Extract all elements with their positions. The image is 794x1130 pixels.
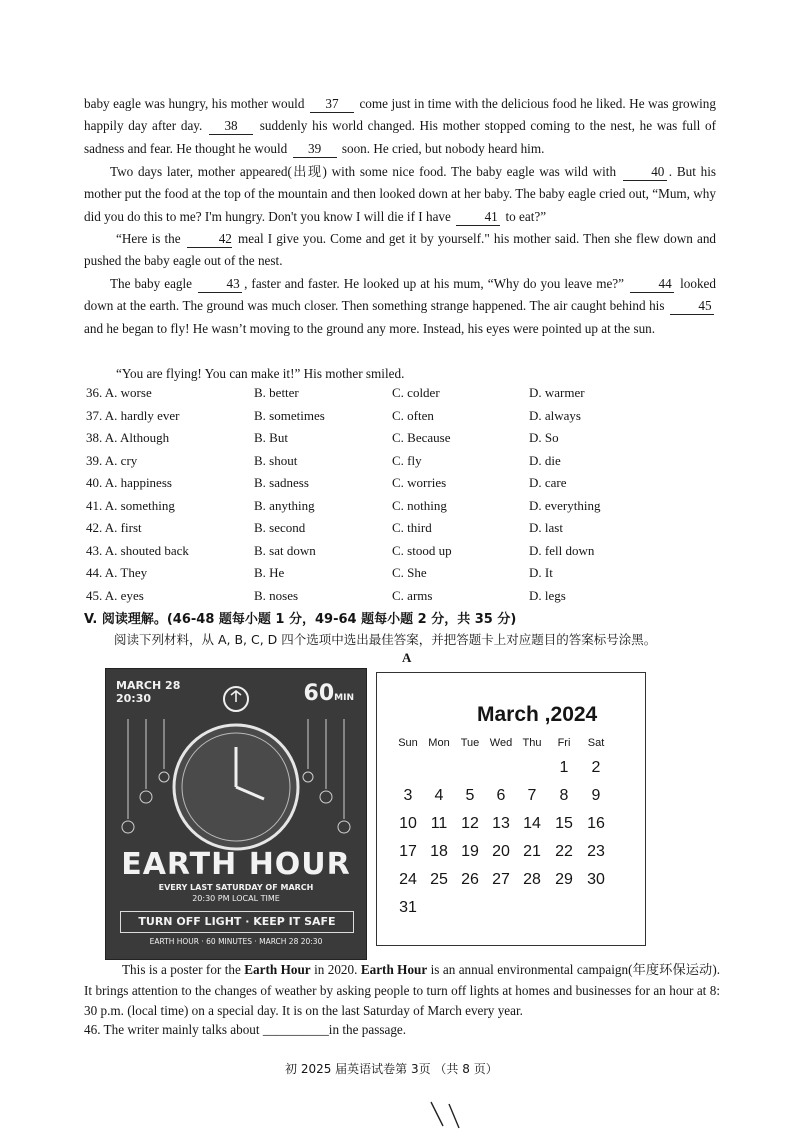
option-row <box>84 520 724 543</box>
calendar-day: 3 <box>403 787 413 804</box>
option-row <box>84 385 724 408</box>
calendar-day: 18 <box>430 843 448 860</box>
option-d: D. fell down <box>529 542 595 558</box>
story-paragraph-4 <box>84 273 716 340</box>
option-c: C. stood up <box>392 542 452 558</box>
poster-slogan: TURN OFF LIGHT · KEEP IT SAFE <box>120 911 354 933</box>
option-b: B. better <box>254 385 299 400</box>
calendar-day: 25 <box>430 871 448 888</box>
calendar-day: 20 <box>492 843 510 860</box>
calendar-day: 13 <box>492 815 510 832</box>
calendar-day: 9 <box>591 787 601 804</box>
passage-a-text <box>84 960 720 1022</box>
option-c: C. Because <box>392 430 451 445</box>
calendar-day: 22 <box>555 843 573 860</box>
option-row <box>84 408 724 431</box>
calendar-weekday: Wed <box>489 737 513 749</box>
earth-hour-poster <box>105 668 367 960</box>
calendar-day: 29 <box>555 871 573 888</box>
passage-label: A <box>402 650 412 665</box>
text: This is a poster for the <box>122 962 241 977</box>
option-row <box>84 453 724 476</box>
story-paragraph-5: “You are flying! You can make it!” His mother smiled. <box>116 366 405 381</box>
calendar-day: 5 <box>465 787 475 804</box>
option-a: 37. A. hardly ever <box>86 407 180 423</box>
calendar-day: 7 <box>527 787 537 804</box>
option-b: B. shout <box>254 452 298 468</box>
option-b: B. But <box>254 430 288 445</box>
text: and he began to fly! He wasn’t moving to the ground any more. Instead, his eyes were pointed up at the sun. <box>84 320 656 336</box>
option-row <box>84 588 724 611</box>
option-c: C. nothing <box>392 497 447 513</box>
text: . But his mother put the food at the top of the mountain and then looked down at her baby. The baby eagle cried out, “Mum, why did you do this to me? I'm hungry. Don't you know I will die if I have <box>84 164 716 224</box>
option-b: B. sadness <box>254 475 309 490</box>
story-paragraph-1 <box>84 93 716 160</box>
blank-42: 42 <box>187 231 232 248</box>
option-c: C. often <box>392 407 434 423</box>
calendar-day: 10 <box>399 815 417 832</box>
blank-40: 40 <box>623 164 667 181</box>
option-a: 41. A. something <box>86 497 175 513</box>
option-d: D. everything <box>529 497 601 513</box>
poster-date <box>116 679 180 705</box>
calendar-day: 12 <box>461 815 479 832</box>
poster-title: EARTH HOUR <box>121 847 351 882</box>
option-c: C. She <box>392 565 427 580</box>
option-c: C. third <box>392 520 432 535</box>
option-a: 45. A. eyes <box>86 587 144 603</box>
text: in 2020. <box>314 962 358 977</box>
option-row <box>84 430 724 453</box>
blank-37: 37 <box>310 96 354 113</box>
option-b: B. He <box>254 565 285 580</box>
text: soon. He cried, but nobody heard him. <box>341 140 545 156</box>
calendar-day: 1 <box>559 759 569 776</box>
calendar-day: 2 <box>591 759 601 776</box>
option-c: C. arms <box>392 587 433 603</box>
calendar-day: 19 <box>461 843 479 860</box>
calendar-weekday: Mon <box>428 737 450 749</box>
bold-term: Earth Hour <box>360 962 428 977</box>
calendar-day: 31 <box>399 899 417 916</box>
calendar-weekday: Tue <box>460 737 480 749</box>
calendar-weekday: Fri <box>557 737 571 749</box>
blank-41: 41 <box>456 209 500 226</box>
option-d: D. It <box>529 565 553 580</box>
text: come just in time with the delicious food he liked. He was growing happily day after day. <box>84 96 716 134</box>
option-b: B. sometimes <box>254 407 325 423</box>
text: , faster and faster. He looked up at his mum, “Why do you leave me?” <box>244 276 625 291</box>
story-paragraph-2 <box>84 161 716 228</box>
calendar-day: 14 <box>523 815 541 832</box>
option-a: 36. A. worse <box>86 385 152 400</box>
calendar <box>376 672 646 946</box>
option-b: B. noses <box>254 587 299 603</box>
option-d: D. legs <box>529 587 566 603</box>
story-paragraph-3 <box>84 228 716 273</box>
option-row <box>84 498 724 521</box>
option-d: D. die <box>529 452 561 468</box>
calendar-day: 23 <box>587 843 605 860</box>
calendar-day: 8 <box>559 787 569 804</box>
calendar-day: 21 <box>523 843 541 860</box>
calendar-weekday: Sun <box>398 737 418 749</box>
option-a: 40. A. happiness <box>86 475 172 490</box>
blank-45: 45 <box>670 298 714 315</box>
option-row <box>84 475 724 498</box>
option-row <box>84 543 724 566</box>
blank-44: 44 <box>630 276 674 293</box>
option-d: D. last <box>529 520 563 535</box>
poster-date-line: MARCH 28 <box>116 679 181 692</box>
text: baby eagle was hungry, his mother would <box>84 96 305 111</box>
calendar-day: 16 <box>587 815 605 832</box>
option-d: D. warmer <box>529 385 585 400</box>
calendar-day: 27 <box>492 871 510 888</box>
minutes-value: 60 <box>303 681 335 706</box>
calendar-day: 24 <box>399 871 417 888</box>
option-d: D. So <box>529 430 559 445</box>
page-footer: 初 2025 届英语试卷第 3页 （共 8 页） <box>285 1062 498 1076</box>
calendar-day: 6 <box>496 787 506 804</box>
minutes-unit: MIN <box>334 693 354 703</box>
calendar-weekday: Thu <box>522 737 542 749</box>
question-46: 46. The writer mainly talks about __________in the passage. <box>84 1022 407 1037</box>
calendar-day: 28 <box>523 871 541 888</box>
text: meal I give you. Come and get it by yourself." his mother said. Then she flew down and pushed the baby eagle out of the nest. <box>84 231 717 269</box>
calendar-day: 4 <box>434 787 444 804</box>
cloze-options <box>84 385 724 610</box>
option-d: D. always <box>529 407 581 423</box>
option-c: C. fly <box>392 452 422 468</box>
poster-footer: EARTH HOUR · 60 MINUTES · MARCH 28 20:30 <box>149 937 323 946</box>
option-a: 38. A. Although <box>86 430 170 445</box>
text: to eat?” <box>505 208 547 224</box>
option-a: 42. A. first <box>86 520 142 535</box>
text: “Here is the <box>116 231 181 246</box>
text: is an annual environmental campaign(年度环保运动). It brings attention to the changes of weather by asking people to turn off lights at homes and businesses for an hour at 8: 30 p.m. (local time) on a special day. It is on the last Saturday of March every year. <box>84 962 721 1018</box>
section-instruction: 阅读下列材料，从 A, B, C, D 四个选项中选出最佳答案，并把答题卡上对应题目的答案标号涂黑。 <box>114 632 657 647</box>
text: Two days later, mother appeared(出现) with some nice food. The baby eagle was wild with <box>110 164 617 179</box>
option-c: C. worries <box>392 475 447 490</box>
calendar-day: 15 <box>555 815 573 832</box>
calendar-day: 30 <box>587 871 605 888</box>
option-b: B. sat down <box>254 542 316 558</box>
option-b: B. second <box>254 520 306 535</box>
option-c: C. colder <box>392 385 440 400</box>
section-title: V. 阅读理解。(46-48 题每小题 1 分，49-64 题每小题 2 分，共 35 分) <box>84 612 517 627</box>
poster-minutes <box>304 681 354 706</box>
option-d: D. care <box>529 475 567 490</box>
calendar-weekday: Sat <box>587 737 605 749</box>
poster-time: 20:30 PM LOCAL TIME <box>192 894 280 903</box>
text: The baby eagle <box>110 276 193 291</box>
option-a: 39. A. cry <box>86 452 138 468</box>
bold-term: Earth Hour <box>244 962 311 977</box>
option-b: B. anything <box>254 497 315 513</box>
blank-43: 43 <box>198 276 242 293</box>
calendar-month: March ,2024 <box>477 703 598 726</box>
text: looked down at the earth. The ground was much closer. Then something strange happened. The air caught behind his <box>84 276 717 314</box>
option-row <box>84 565 724 588</box>
text: suddenly his world changed. His mother stopped coming to the nest, he was full of sadness and fear. He thought he would <box>84 118 716 156</box>
poster-time-line: 20:30 <box>116 692 152 705</box>
blank-38: 38 <box>209 118 253 135</box>
option-a: 44. A. They <box>86 565 148 580</box>
calendar-day: 11 <box>430 815 448 832</box>
poster-subtitle: EVERY LAST SATURDAY OF MARCH <box>158 883 314 892</box>
calendar-day: 17 <box>399 843 417 860</box>
blank-39: 39 <box>293 141 337 158</box>
option-a: 43. A. shouted back <box>86 542 189 558</box>
calendar-day: 26 <box>461 871 479 888</box>
